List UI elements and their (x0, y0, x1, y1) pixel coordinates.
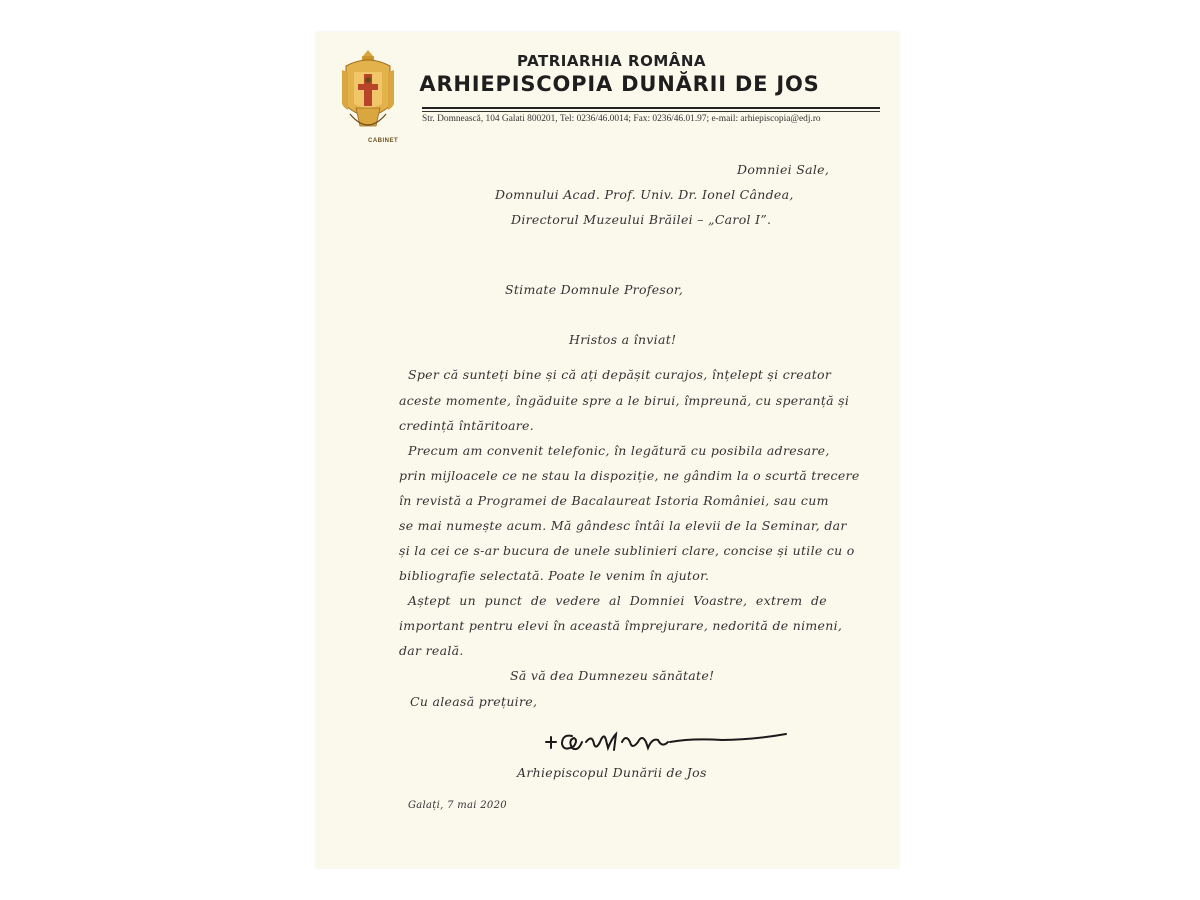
body-line: prin mijloacele ce ne stau la dispoziție, ne gândim la o scurtă trecere (399, 468, 860, 483)
greeting: Hristos a înviat! (569, 332, 677, 347)
body-line: dar reală. (399, 643, 464, 658)
closing: Cu aleasă prețuire, (410, 694, 538, 709)
crest-label: CABINET (368, 138, 399, 144)
handwritten-signature (542, 720, 792, 760)
body-line: în revistă a Programei de Bacalaureat Istoria României, sau cum (399, 493, 829, 508)
body-line: și la cei ce s-ar bucura de unele sublinieri clare, concise și utile cu o (399, 543, 855, 558)
salutation: Stimate Domnule Profesor, (505, 282, 684, 297)
body-line: Aștept un punct de vedere al Domniei Voastre, extrem de (408, 593, 827, 608)
body-line: important pentru elevi în această împrejurare, nedorită de nimeni, (399, 618, 843, 633)
blessing: Să vă dea Dumnezeu sănătate! (510, 668, 715, 683)
body-line: bibliografie selectată. Poate le venim în ajutor. (399, 568, 710, 583)
date-line: Galați, 7 mai 2020 (408, 800, 507, 811)
letterhead-patriarchate: PATRIARHIA ROMÂNA (516, 52, 707, 70)
letterhead-address: Str. Domnească, 104 Galati 800201, Tel: 0236/46.0014; Fax: 0236/46.01.97; e-mail: arhiepiscopia@edj.ro (422, 114, 821, 124)
body-line: se mai numește acum. Mă gândesc întâi la elevii de la Seminar, dar (399, 518, 847, 533)
signature-title: Arhiepiscopul Dunării de Jos (517, 765, 707, 780)
recipient-line-2: Domnului Acad. Prof. Univ. Dr. Ionel Cândea, (495, 187, 794, 202)
body-line: credință întăritoare. (399, 418, 535, 433)
recipient-line-1: Domniei Sale, (737, 162, 830, 177)
body-line: Precum am convenit telefonic, în legătură cu posibila adresare, (408, 443, 830, 458)
letterhead-rule (422, 107, 880, 109)
body-line: aceste momente, îngăduite spre a le birui, împreună, cu speranță și (399, 393, 850, 408)
letter-page (316, 32, 899, 868)
letterhead-archdiocese: ARHIEPISCOPIA DUNĂRII DE JOS (419, 72, 820, 96)
body-line: Sper că sunteți bine și că ați depășit curajos, înțelept și creator (408, 367, 832, 382)
letterhead-rule-thin (422, 111, 880, 112)
recipient-line-3: Directorul Muzeului Brăilei – „Carol I”. (511, 212, 772, 227)
